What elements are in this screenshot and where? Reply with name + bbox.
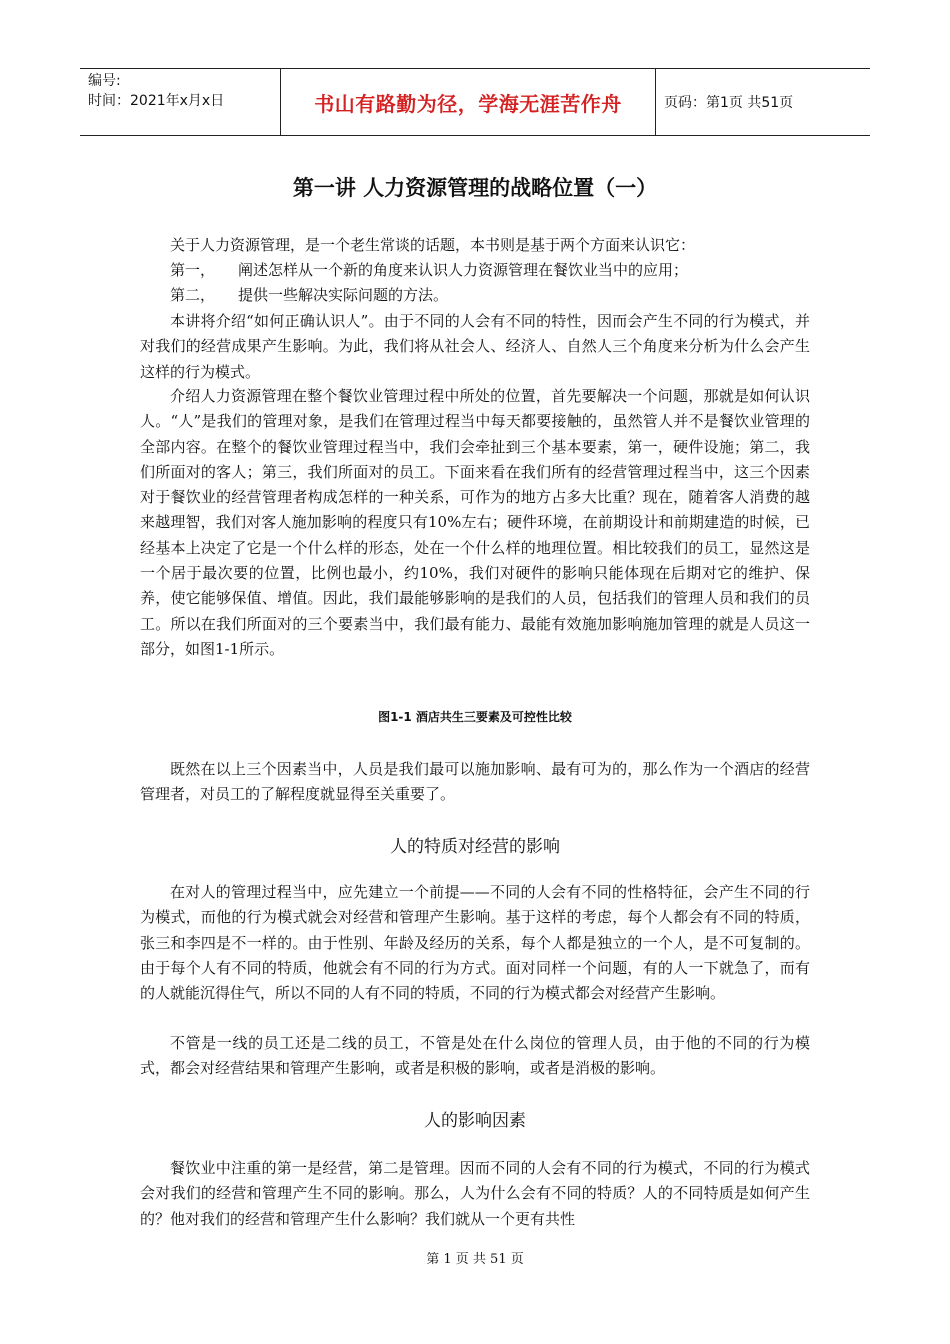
header-page-info: 页码：第1页 共51页: [664, 95, 794, 111]
header-table: [80, 68, 870, 136]
intro-paragraph-2: 本讲将介绍“如何正确认识人”。由于不同的人会有不同的特性，因而会产生不同的行为模式，并对我们的经营成果产生影响。为此，我们将从社会人、经济人、自然人三个角度来分析为什么会产生这样的行为模式。: [140, 312, 810, 381]
header-motto: 书山有路勤为径，学海无涯苦作舟: [314, 91, 622, 116]
page-title: 第一讲 人力资源管理的战略位置（一）: [292, 176, 658, 200]
section2-paragraph-1: 餐饮业中注重的第一是经营，第二是管理。因而不同的人会有不同的行为模式，不同的行为模式会对我们的经营和管理产生不同的影响。那么，人为什么会有不同的特质？人的不同特质是如何产生的？他对我们的经营和管理产生什么影响？我们就从一个更有共性: [140, 1159, 810, 1228]
after-figure-paragraph: 既然在以上三个因素当中，人员是我们最可以施加影响、最有可为的，那么作为一个酒店的经营管理者，对员工的了解程度就显得至关重要了。: [140, 760, 810, 804]
intro-item-1: [140, 258, 810, 283]
document-number-label: 编号:: [88, 73, 121, 89]
intro-paragraph-3: 介绍人力资源管理在整个餐饮业管理过程中所处的位置，首先要解决一个问题，那就是如何认识人。“人”是我们的管理对象，是我们在管理过程当中每天都要接触的，虽然管人并不是餐饮业管理的全部内容。在整个的餐饮业管理过程当中，我们会牵扯到三个基本要素，第一，硬件设施；第二，我们所面对的客人；第三，我们所面对的员工。下面来看在我们所有的经营管理过程当中，这三个因素对于餐饮业的经营管理者构成怎样的一种关系，可作为的地方占多大比重？现在，随着客人消费的越来越理智，我们对客人施加影响的程度只有10%左右；硬件环境，在前期设计和前期建造的时候，已经基本上决定了它是一个什么样的形态，处在一个什么样的地理位置。相比较我们的员工，显然这是一个居于最次要的位置，比例也最小，约10%，我们对硬件的影响只能体现在后期对它的维护、保养，使它能够保值、增值。因此，我们最能够影响的是我们的人员，包括我们的管理人员和我们的员工。所以在我们所面对的三个要素当中，我们最有能力、最能有效施加影响施加管理的就是人员这一部分，如图1-1所示。: [140, 387, 810, 658]
section1-paragraph-1: 在对人的管理过程当中，应先建立一个前提——不同的人会有不同的性格特征，会产生不同的行为模式，而他的行为模式就会对经营和管理产生影响。基于这样的考虑，每个人都会有不同的特质，张三和李四是不一样的。由于性别、年龄及经历的关系，每个人都是独立的一个人，是不可复制的。由于每个人有不同的特质，他就会有不同的行为方式。面对同样一个问题，有的人一下就急了，而有的人就能沉得住气，所以不同的人有不同的特质，不同的行为模式都会对经营产生影响。: [140, 883, 810, 1003]
intro-item-2: [140, 283, 810, 308]
figure-caption: 图1-1 酒店共生三要素及可控性比较: [378, 710, 572, 724]
page-footer: 第 1 页 共 51 页: [426, 1252, 524, 1267]
header-motto-cell: [280, 69, 656, 135]
section-heading-factors: 人的影响因素: [424, 1111, 526, 1131]
item-2-text: 提供一些解决实际问题的方法。: [238, 286, 449, 304]
item-2-label: 第二，: [170, 286, 216, 304]
intro-paragraph: 关于人力资源管理，是一个老生常谈的话题，本书则是基于两个方面来认识它：: [170, 236, 696, 254]
section1-paragraph-2: 不管是一线的员工还是二线的员工，不管是处在什么岗位的管理人员，由于他的不同的行为模式，都会对经营结果和管理产生影响，或者是积极的影响，或者是消极的影响。: [140, 1034, 810, 1078]
section-heading-traits: 人的特质对经营的影响: [390, 837, 560, 857]
item-1-text: 阐述怎样从一个新的角度来认识人力资源管理在餐饮业当中的应用；: [238, 261, 689, 279]
header-meta: [80, 69, 280, 135]
document-date: 时间：2021年x月x日: [88, 93, 225, 109]
item-1-label: 第一，: [170, 261, 216, 279]
